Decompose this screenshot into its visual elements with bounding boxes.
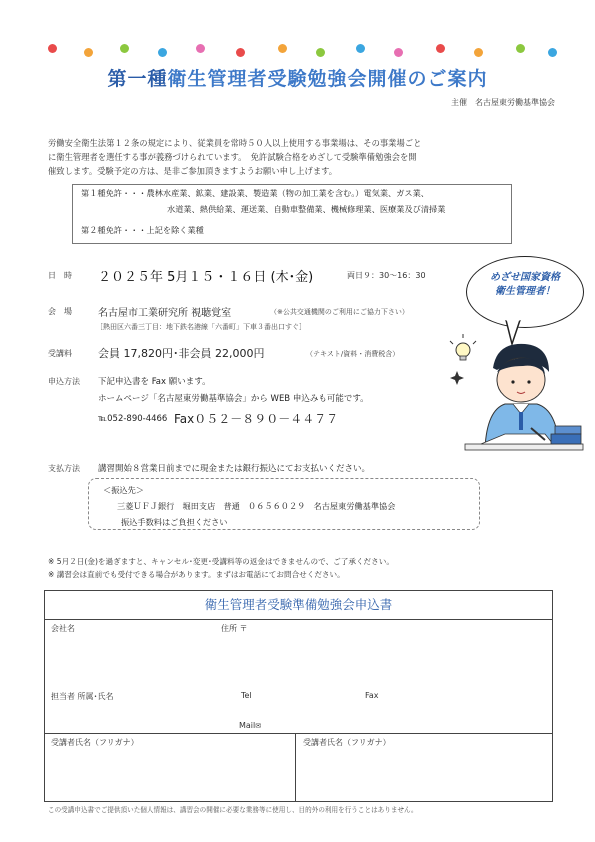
decorative-dot bbox=[356, 44, 365, 53]
decorative-dot bbox=[158, 48, 167, 57]
decorative-dot bbox=[316, 48, 325, 57]
form-fax-label: Fax bbox=[365, 691, 379, 700]
notice-reception: ※ 講習会は直前でも受付できる場合があります。まずはお電話にてお問合せください。 bbox=[48, 570, 345, 579]
application-fax: Fax０５２－８９０－４４７７ bbox=[174, 412, 339, 426]
decorative-dot bbox=[48, 44, 57, 53]
license-box bbox=[72, 184, 512, 244]
payment-label: 支払方法 bbox=[48, 464, 80, 473]
decorative-dot bbox=[84, 48, 93, 57]
lightbulb-icon bbox=[450, 334, 476, 360]
application-tel: ℡052-890-4466 bbox=[98, 414, 168, 424]
venue-note: （※公共交通機関のご利用にご協力下さい） bbox=[270, 308, 409, 316]
intro-paragraph bbox=[48, 136, 553, 178]
decorative-dot bbox=[548, 48, 557, 57]
footer-privacy: この受講申込書でご提供頂いた個人情報は、講習会の開催に必要な業務等に使用し、目的外の利用を行うことはありません。 bbox=[48, 806, 418, 814]
decorative-dot bbox=[436, 44, 445, 53]
decorative-dot bbox=[196, 44, 205, 53]
license-line: 第１種免許・・・農林水産業、鉱業、建設業、製造業（物の加工業を含む。）電気業、ガス業、 bbox=[81, 188, 429, 198]
form-person-label: 担当者 所属･氏名 bbox=[51, 692, 114, 701]
title-emphasis: 第一種 bbox=[107, 68, 168, 90]
form-company-label: 会社名 bbox=[51, 624, 75, 633]
fee-label: 受講料 bbox=[48, 349, 72, 358]
transfer-fee: 振込手数料はご負担ください bbox=[121, 517, 228, 527]
form-tel-label: Tel bbox=[241, 691, 252, 700]
form-address-label: 住所 〒 bbox=[221, 624, 248, 633]
transfer-head: ＜振込先＞ bbox=[103, 485, 144, 495]
bubble-line: 衛生管理者！ bbox=[495, 286, 555, 297]
decorative-dot bbox=[120, 44, 129, 53]
fee-amount: 会員 17,820円･非会員 22,000円 bbox=[98, 347, 265, 360]
venue-address: ［熱田区六番三丁目：地下鉄名港線「六番町」下車３番出口すぐ］ bbox=[96, 323, 306, 331]
organizer: 主催 名古屋東労働基準協会 bbox=[451, 98, 555, 107]
bubble-line: めざせ国家資格 bbox=[490, 272, 560, 283]
form-divider bbox=[295, 733, 296, 801]
form-divider bbox=[45, 733, 552, 734]
venue-name: 名古屋市工業研究所 視聴覚室 bbox=[98, 308, 232, 319]
intro-line: に衛生管理者を選任する事が義務づけられています。 免許試験合格をめざして受験準備勉強会を開 bbox=[48, 152, 417, 162]
payment-text: 講習開始８営業日前までに現金または銀行振込にてお支払いください。 bbox=[98, 464, 371, 474]
license-line: 第２種免許・・・上記を除く業種 bbox=[81, 225, 204, 235]
venue-label: 会 場 bbox=[48, 307, 72, 316]
intro-line: 催致します。受験予定の方は、是非ご参加頂きますようお願い申し上げます。 bbox=[48, 166, 338, 176]
decorative-dot bbox=[474, 48, 483, 57]
title-main: 衛生管理者受験勉強会開催のご案内 bbox=[167, 68, 488, 90]
sparkle-icon bbox=[450, 371, 464, 385]
transfer-box bbox=[88, 478, 480, 530]
decorative-dot bbox=[516, 44, 525, 53]
application-label: 申込方法 bbox=[48, 377, 80, 386]
schedule-label: 日 時 bbox=[48, 271, 72, 280]
form-title: 衛生管理者受験準備勉強会申込書 bbox=[45, 591, 552, 620]
decorative-dot bbox=[394, 48, 403, 57]
page-title bbox=[0, 64, 595, 91]
studying-person-illustration bbox=[445, 328, 585, 468]
notice-cancel: ※ 5月２日(金)を過ぎますと、キャンセル･変更･受講料等の返金はできませんので、ご了承ください。 bbox=[48, 557, 394, 566]
schedule-time: 両日９：30〜16：30 bbox=[347, 271, 426, 280]
intro-line: 労働安全衛生法第１２条の規定により、従業員を常時５０人以上使用する事業場は、その事業場ごと bbox=[48, 138, 422, 148]
transfer-bank: 三菱ＵＦＪ銀行 堀田支店 普通 ０６５６０２９ 名古屋東労働基準協会 bbox=[117, 501, 396, 511]
decorative-dot bbox=[278, 44, 287, 53]
form-student1-label: 受講者氏名（フリガナ） bbox=[51, 738, 139, 747]
decorative-dot bbox=[236, 48, 245, 57]
form-student2-label: 受講者氏名（フリガナ） bbox=[303, 738, 391, 747]
schedule-date: ２０２５年 5月１５・１６日 (木･金) bbox=[98, 270, 314, 285]
application-form bbox=[44, 590, 553, 802]
license-line: 水道業、熱供給業、運送業、自動車整備業、機械修理業、医療業及び清掃業 bbox=[167, 204, 446, 214]
fee-note: （テキスト/資料・消費税含） bbox=[306, 350, 400, 358]
application-line2: ホームページ「名古屋東労働基準協会」から WEB 申込みも可能です。 bbox=[98, 394, 369, 404]
form-mail-label: Mail✉ bbox=[239, 721, 262, 730]
application-line1: 下記申込書を Fax 願います。 bbox=[98, 377, 211, 387]
